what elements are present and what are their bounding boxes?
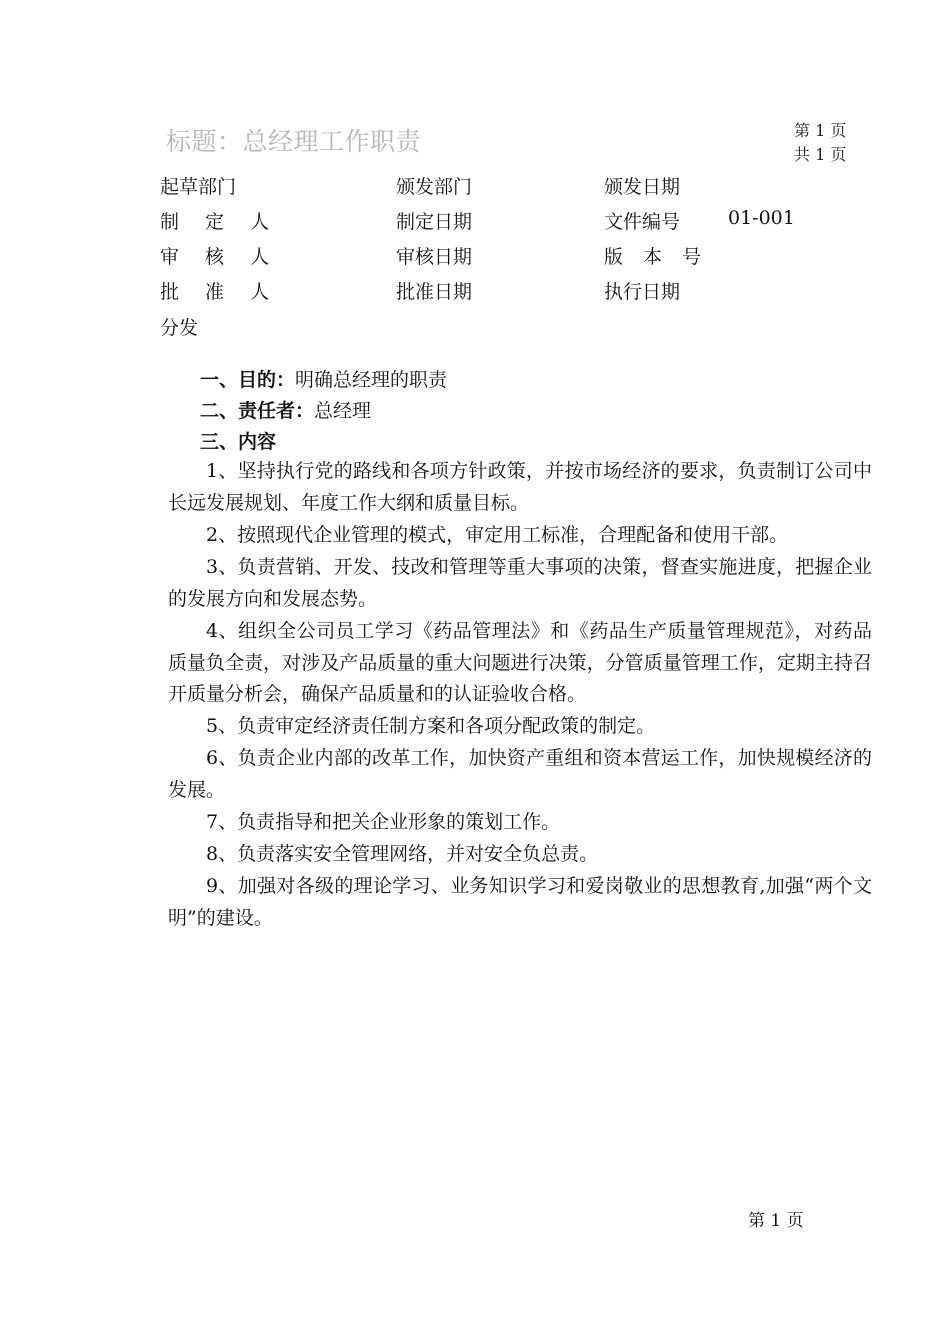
section-responsible-text: 总经理 [314,400,372,422]
meta-doc-number-label: 文件编号 [604,211,681,233]
meta-author-label: 制 定 人 [160,211,270,233]
meta-reviewer-label: 审 核 人 [160,246,270,268]
meta-doc-number-value: 01-001 [728,207,795,229]
content-item-5: 5、负责审定经济责任制方案和各项分配政策的制定。 [206,715,656,737]
meta-distribution-label: 分发 [160,317,199,339]
meta-version-label: 版 本 号 [604,246,702,268]
meta-approver-label: 批 准 人 [160,281,270,303]
meta-approve-date-label: 批准日期 [396,281,473,303]
meta-review-date-label: 审核日期 [396,246,473,268]
footer-page-number: 第 1 页 [748,1211,804,1231]
meta-draft-dept-label: 起草部门 [160,176,237,198]
section-responsible-label: 二、责任者： [200,400,315,422]
content-item-6: 6、负责企业内部的改革工作，加快资产重组和资本营运工作，加快规模经济的发展。 [168,747,872,801]
meta-issue-date-label: 颁发日期 [604,176,681,198]
content-item-4: 4、组织全公司员工学习《药品管理法》和《药品生产质量管理规范》，对药品质量负全责，对涉及产品质量的重大问题进行决策，分管质量管理工作，定期主持召开质量分析会，确保产品质量和的认证验收合格。 [168,620,872,705]
page-total: 共 1 页 [794,145,847,164]
content-item-8: 8、负责落实安全管理网络，并对安全负总责。 [206,843,599,865]
content-item-7: 7、负责指导和把关企业形象的策划工作。 [206,811,561,833]
meta-effective-date-label: 执行日期 [604,281,681,303]
meta-issue-dept-label: 颁发部门 [396,176,473,198]
section-content-label: 三、内容 [200,431,277,453]
page-current: 第 1 页 [794,121,847,140]
meta-author-date-label: 制定日期 [396,211,473,233]
content-item-3: 3、负责营销、开发、技改和管理等重大事项的决策，督查实施进度，把握企业的发展方向和发展态势。 [168,556,872,610]
section-purpose-text: 明确总经理的职责 [295,369,448,391]
content-item-2: 2、按照现代企业管理的模式，审定用工标准，合理配备和使用干部。 [206,524,789,546]
content-item-1: 1、坚持执行党的路线和各项方针政策，并按市场经济的要求，负责制订公司中长远发展规划、年度工作大纲和质量目标。 [168,460,872,514]
section-purpose-label: 一、目的： [200,369,296,391]
section-purpose [200,365,447,392]
section-responsible [200,396,371,423]
content-item-9: 9、加强对各级的理论学习、业务知识学习和爱岗敬业的思想教育,加强“两个文明”的建设。 [168,875,872,929]
document-title: 标题：总经理工作职责 [166,127,422,156]
section-content [200,427,276,454]
